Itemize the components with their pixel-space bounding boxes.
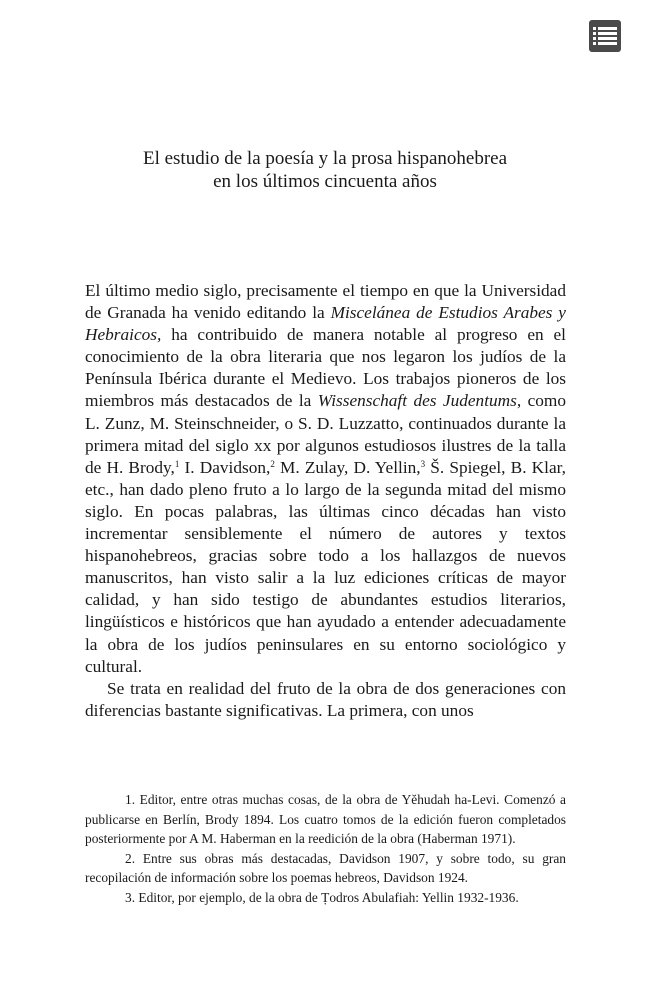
footnote-3: 3. Editor, por ejemplo, de la obra de Ṭodros Abulafiah: Yellin 1932-1936. xyxy=(125,889,519,905)
paragraph-1-text: por algunos estudiosos ilustres de la talla de H. Brody, xyxy=(85,435,566,477)
paragraph-1-text: , como L. Zunz, M. Steinschneider, o S. D. Luzzatto, continuados durante la primera mitad del siglo xyxy=(85,391,566,455)
chapter-title-line-2: en los últimos cincuenta años xyxy=(213,171,437,192)
footnote-2: 2. Entre sus obras más destacadas, Davidson 1907, y sobre todo, su gran recopilación de información sobre los poemas hebreos, Davidson 1924. xyxy=(85,850,566,886)
paragraph-1-text: ha contribuido de manera notable al progreso en el conocimiento de la obra literaria que nos legaron los judíos de la Península Ibérica durante el Medievo. Los trabajos pioneros de los miembros más destacados de la xyxy=(85,325,566,411)
list-menu-icon xyxy=(593,26,617,46)
footnote-ref-1[interactable]: 1 xyxy=(174,458,180,469)
menu-button[interactable] xyxy=(589,20,621,52)
chapter-title xyxy=(0,147,650,193)
century-numeral: xx xyxy=(254,435,272,455)
paragraph-1-text: I. Davidson, xyxy=(179,457,271,477)
footnote-ref-3[interactable]: 3 xyxy=(420,458,426,469)
paragraph-1-text: M. Zulay, D. Yellin, xyxy=(274,457,421,477)
footnote-1: 1. Editor, entre otras muchas cosas, de la obra de Yĕhudah ha-Levi. Comenzó a publicarse en Berlín, Brody 1894. Los cuatro tomos de la edición fueron completados posteriormente por A M. Haberman en la reedición de la obra (Haberman 1971). xyxy=(85,792,566,847)
chapter-title-line-1: El estudio de la poesía y la prosa hispanohebrea xyxy=(142,148,508,169)
body-text xyxy=(85,280,566,722)
paragraph-2: Se trata en realidad del fruto de la obra de dos generaciones con diferencias bastante significativas. La primera, con unos xyxy=(85,678,566,720)
paragraph-1-text: El último medio siglo, precisamente el tiempo en que la Universidad de Granada ha venido editando la xyxy=(85,281,566,323)
wissenschaft-italic: Wissenschaft des Judentums xyxy=(317,391,517,411)
journal-title-italic: Miscelánea de Estudios Arabes y Hebraicos, xyxy=(85,303,566,345)
footnotes xyxy=(85,790,566,908)
paragraph-1-text: Š. Spiegel, B. Klar, etc., han dado pleno fruto a lo largo de la segunda mitad del mismo siglo. En pocas palabras, las últimas cinco décadas han visto incrementar sensiblemente el número de autores y textos hispanohebreos, gracias sobre todo a los hallazgos de nuevos manuscritos, han visto salir a la luz ediciones críticas de mayor calidad, y han sido testigo de abundantes estudios literarios, lingüísticos e históricos que han ayudado a entender adecuadamente la obra de los judíos peninsulares en su entorno sociológico y cultural. xyxy=(85,457,567,676)
footnote-ref-2[interactable]: 2 xyxy=(270,458,275,469)
paragraph-1 xyxy=(85,280,566,678)
